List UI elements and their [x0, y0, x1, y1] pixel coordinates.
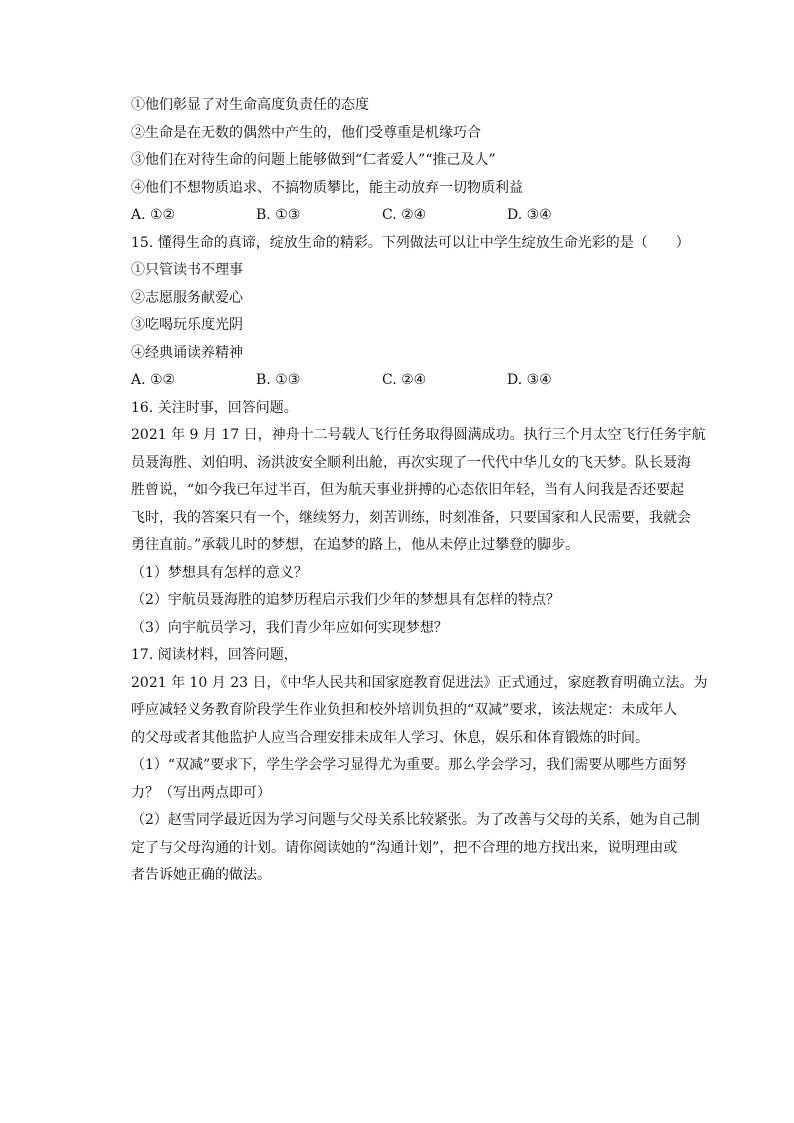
q17-subquestion-1-line: （1）“双减”要求下，学生学会学习显得尤为重要。那么学会学习，我们需要从哪些方面努	[131, 757, 687, 773]
q17-subquestion-2-line: 定了与父母沟通的计划。请你阅读她的“沟通计划”，把不合理的地方找出来，说明理由或	[131, 840, 678, 856]
q16-material-line: 员聂海胜、刘伯明、汤洪波安全顺利出舱，再次实现了一代代中华儿女的飞天梦。队长聂海	[131, 455, 691, 471]
q14-item-2: ②生命是在无数的偶然中产生的，他们受尊重是机缘巧合	[131, 125, 481, 141]
q16-subquestion-2: （2）宇航员聂海胜的追梦历程启示我们少年的梦想具有怎样的特点？	[131, 592, 560, 608]
q16-material-line: 飞时，我的答案只有一个，继续努力，刻苦训练，时刻准备，只要国家和人民需要，我就会	[131, 510, 691, 526]
q15-options	[131, 371, 691, 389]
q16-stem: 16. 关注时事，回答问题。	[131, 400, 298, 416]
q17-subquestion-2-line: 者告诉她正确的做法。	[131, 867, 271, 883]
q14-options	[131, 206, 691, 224]
q14-option-b: B. ①③	[256, 207, 301, 223]
q15-option-d: D. ③④	[507, 372, 552, 388]
q14-item-3: ③他们在对待生命的问题上能够做到“仁者爱人”“推己及人”	[131, 152, 496, 168]
q15-item-4: ④经典诵读养精神	[131, 345, 243, 361]
q15-stem: 15. 懂得生命的真谛，绽放生命的精彩。下列做法可以让中学生绽放生命光彩的是（ ）	[131, 235, 690, 251]
q17-material-line: 的父母或者其他监护人应当合理安排未成年人学习、休息，娱乐和体育锻炼的时间。	[131, 730, 649, 746]
q16-subquestion-3: （3）向宇航员学习，我们青少年应如何实现梦想？	[131, 620, 448, 636]
q15-item-3: ③吃喝玩乐度光阴	[131, 317, 243, 333]
q16-material-line: 2021 年 9 月 17 日，神舟十二号载人飞行任务取得圆满成功。执行三个月太空飞行任务宇航	[131, 427, 706, 443]
q17-material-line: 2021 年 10 月 23 日，《中华人民共和国家庭教育促进法》正式通过，家庭教育明确立法。为	[131, 675, 708, 691]
q16-material-line: 胜曾说，“如今我已年过半百，但为航天事业拼搏的心态依旧年轻，当有人问我是否还要起	[131, 482, 685, 498]
q16-subquestion-1: （1）梦想具有怎样的意义？	[131, 565, 308, 581]
q17-material-line: 呼应减轻义务教育阶段学生作业负担和校外培训负担的“双减”要求，该法规定：未成年人	[131, 702, 678, 718]
q17-stem: 17. 阅读材料，回答问题，	[131, 647, 298, 663]
q14-item-1: ①他们彰显了对生命高度负责任的态度	[131, 97, 369, 113]
q17-subquestion-2-line: （2）赵雪同学最近因为学习问题与父母关系比较紧张。为了改善与父母的关系，她为自己制	[131, 812, 700, 828]
q14-option-c: C. ②④	[382, 207, 427, 223]
q14-option-a: A. ①②	[131, 207, 176, 223]
q15-option-b: B. ①③	[256, 372, 301, 388]
q15-option-a: A. ①②	[131, 372, 176, 388]
q14-option-d: D. ③④	[507, 207, 552, 223]
q15-item-1: ①只管读书不理事	[131, 262, 243, 278]
q17-subquestion-1-line: 力？（写出两点即可）	[131, 785, 271, 801]
q14-item-4: ④他们不想物质追求、不搞物质攀比，能主动放弃一切物质利益	[131, 180, 523, 196]
q16-material-line: 勇往直前。”承载儿时的梦想，在追梦的路上，他从未停止过攀登的脚步。	[131, 537, 580, 553]
q15-item-2: ②志愿服务献爱心	[131, 290, 243, 306]
q15-option-c: C. ②④	[382, 372, 427, 388]
